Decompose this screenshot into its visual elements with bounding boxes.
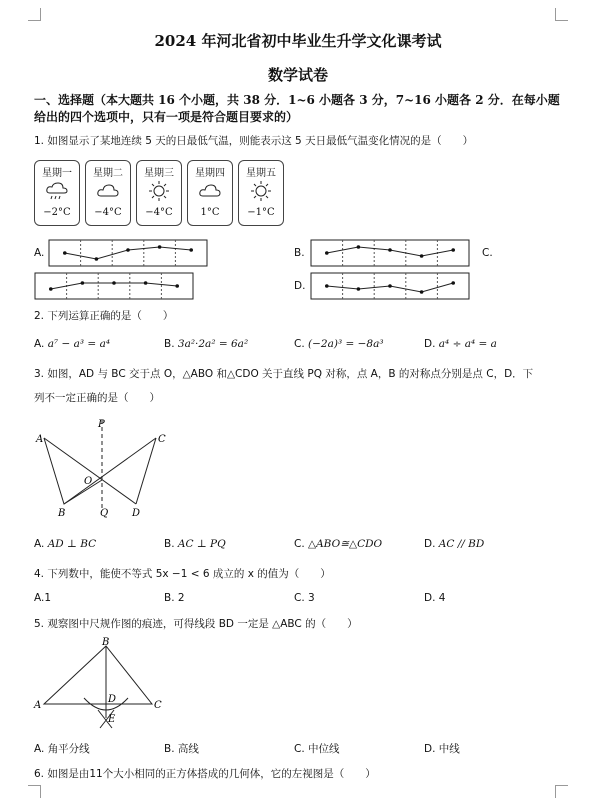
cloud-icon	[188, 179, 232, 203]
q3-option-b	[164, 538, 226, 550]
q5-option-c	[294, 741, 340, 756]
q2-option-c	[294, 338, 384, 350]
chart-point	[112, 281, 116, 285]
weather-day: 星期五	[246, 168, 276, 179]
weather-card	[85, 160, 131, 226]
triangle-abo	[44, 438, 102, 504]
option-label: A.	[34, 743, 45, 755]
segment-cd	[136, 438, 156, 504]
weather-day: 星期四	[195, 168, 225, 179]
q3-option-d	[424, 538, 484, 550]
option-label: D.	[424, 538, 436, 550]
option-label: A.	[34, 592, 45, 604]
exam-subtitle: 数学试卷	[267, 66, 328, 84]
weather-card	[187, 160, 233, 226]
q6-stem: 6. 如图是由11个大小相同的正方体搭成的几何体，它的左视图是（ ）	[34, 768, 376, 780]
segment-cb	[64, 438, 156, 504]
chart-point	[63, 251, 67, 255]
option-label: B.	[164, 538, 175, 550]
point-q-label: Q	[100, 508, 109, 519]
option-value: 2	[177, 592, 185, 604]
option-label: A.	[34, 538, 45, 550]
weather-card	[238, 160, 284, 226]
chart-point	[388, 284, 392, 288]
q1-option-b-label: B.	[294, 247, 305, 259]
option-label: B.	[164, 592, 175, 604]
weather-temp: −2°C	[43, 207, 71, 218]
option-expr: a⁴ ÷ a⁴ = a	[438, 338, 497, 350]
option-label: C.	[294, 743, 305, 755]
q1-option-a-label: A.	[34, 247, 45, 259]
corner-mark-top-left	[28, 8, 41, 21]
chart-point	[95, 257, 99, 261]
chart-point	[81, 281, 85, 285]
option-value: 角平分线	[47, 743, 90, 755]
weather-temp: −4°C	[94, 207, 122, 218]
point-c-label: C	[154, 700, 162, 711]
chart-frame	[35, 273, 193, 299]
option-label: C.	[294, 538, 305, 550]
q4-option-a	[34, 592, 51, 604]
q4-option-c	[294, 592, 315, 604]
point-o-label: O	[84, 476, 93, 487]
q5-stem: 5. 观察图中尺规作图的痕迹，可得线段 BD 一定是 △ABC 的（ ）	[34, 618, 358, 630]
option-label: A.	[34, 338, 45, 350]
corner-mark-bottom-right	[555, 785, 568, 798]
option-expr: 3a²·2a² = 6a²	[177, 338, 249, 350]
option-value: 4	[438, 592, 446, 604]
sun-icon	[137, 179, 181, 203]
option-value: 中位线	[308, 743, 340, 755]
option-value: 3	[308, 592, 315, 604]
chart-point	[189, 248, 193, 252]
option-expr: (−2a)³ = −8a³	[308, 338, 384, 350]
q4-option-d	[424, 592, 445, 604]
chart-point	[49, 287, 53, 291]
q1-option-c-label: C.	[482, 247, 493, 259]
option-label: D.	[424, 743, 436, 755]
q4-option-b	[164, 592, 185, 604]
option-label: B.	[164, 743, 175, 755]
chart-point	[357, 245, 361, 249]
weather-card	[136, 160, 182, 226]
option-value: 1	[44, 592, 52, 604]
rain-cloud-icon	[35, 179, 79, 203]
q5-figure	[30, 636, 170, 732]
chart-point	[451, 248, 455, 252]
chart-point	[357, 287, 361, 291]
weather-day: 星期一	[42, 168, 72, 179]
q3-option-a	[34, 538, 96, 550]
q1-option-c-chart	[34, 272, 194, 300]
q5-option-d	[424, 741, 460, 756]
q5-option-b	[164, 741, 199, 756]
option-value: 高线	[177, 743, 199, 755]
corner-mark-bottom-left	[28, 785, 41, 798]
q1-option-d-label: D.	[294, 280, 306, 292]
sun-icon	[239, 179, 283, 203]
chart-frame	[311, 240, 469, 266]
weather-temp: −4°C	[145, 207, 173, 218]
q3-stem-line2: 列不一定正确的是（ ）	[34, 392, 160, 404]
option-expr: a⁷ − a³ = a⁴	[47, 338, 111, 350]
option-label: C.	[294, 592, 305, 604]
point-e-label: E	[108, 714, 116, 725]
option-label: D.	[424, 338, 436, 350]
q1-option-a-chart	[48, 239, 208, 267]
weather-card	[34, 160, 80, 226]
weather-cards	[34, 160, 284, 226]
chart-point	[388, 248, 392, 252]
chart-frame	[49, 240, 207, 266]
chart-point	[325, 284, 329, 288]
exam-title: 2024 年河北省初中毕业生升学文化课考试	[154, 32, 442, 50]
q2-option-b	[164, 338, 248, 350]
q1-option-d-chart	[310, 272, 470, 300]
point-a-label: A	[36, 434, 44, 445]
weather-day: 星期三	[144, 168, 174, 179]
point-a-label: A	[34, 700, 42, 711]
option-label: B.	[164, 338, 175, 350]
section-heading: 一、选择题（本大题共 16 个小题，共 38 分．1~6 小题各 3 分，7~16 小题各 2 分．在每小题给出的四个选项中，只有一项是符合题目要求的）	[34, 93, 560, 124]
q3-figure	[30, 414, 180, 524]
segment-ad	[44, 438, 136, 504]
weather-day: 星期二	[93, 168, 123, 179]
chart-point	[420, 290, 424, 294]
q1-stem: 1. 如图显示了某地连续 5 天的日最低气温，则能表示这 5 天日最低气温变化情况的是（ ）	[34, 135, 474, 147]
cloud-icon	[86, 179, 130, 203]
point-d-label: D	[132, 508, 141, 519]
weather-temp: −1°C	[247, 207, 275, 218]
option-label: D.	[424, 592, 436, 604]
triangle-abc	[44, 646, 152, 704]
q4-stem: 4. 下列数中，能使不等式 5x −1 < 6 成立的 x 的值为（ ）	[34, 568, 331, 580]
q2-stem: 2. 下列运算正确的是（ ）	[34, 310, 174, 322]
chart-point	[175, 284, 179, 288]
corner-mark-top-right	[555, 8, 568, 21]
chart-point	[144, 281, 148, 285]
chart-point	[158, 245, 162, 249]
point-p-label: P	[98, 419, 105, 430]
chart-point	[325, 251, 329, 255]
point-b-label: B	[58, 508, 66, 519]
q3-option-c	[294, 538, 382, 550]
chart-point	[420, 254, 424, 258]
q1-option-b-chart	[310, 239, 470, 267]
point-c-label: C	[158, 434, 166, 445]
point-b-label: B	[102, 637, 110, 648]
chart-point	[126, 248, 130, 252]
option-label: C.	[294, 338, 305, 350]
q3-stem-line1: 3. 如图，AD 与 BC 交于点 O，△ABO 和△CDO 关于直线 PQ 对称，点 A，B 的对称点分别是点 C，D．下	[34, 368, 534, 380]
option-expr: △ABO≅△CDO	[308, 538, 383, 550]
point-d-label: D	[108, 694, 117, 705]
option-expr: AD ⊥ BC	[47, 538, 97, 550]
q5-option-a	[34, 741, 90, 756]
option-expr: AC ⊥ PQ	[177, 538, 226, 550]
weather-temp: 1°C	[200, 207, 220, 218]
chart-point	[451, 281, 455, 285]
q2-option-a	[34, 338, 110, 350]
option-value: 中线	[438, 743, 460, 755]
option-expr: AC // BD	[438, 538, 485, 550]
q2-option-d	[424, 338, 497, 350]
